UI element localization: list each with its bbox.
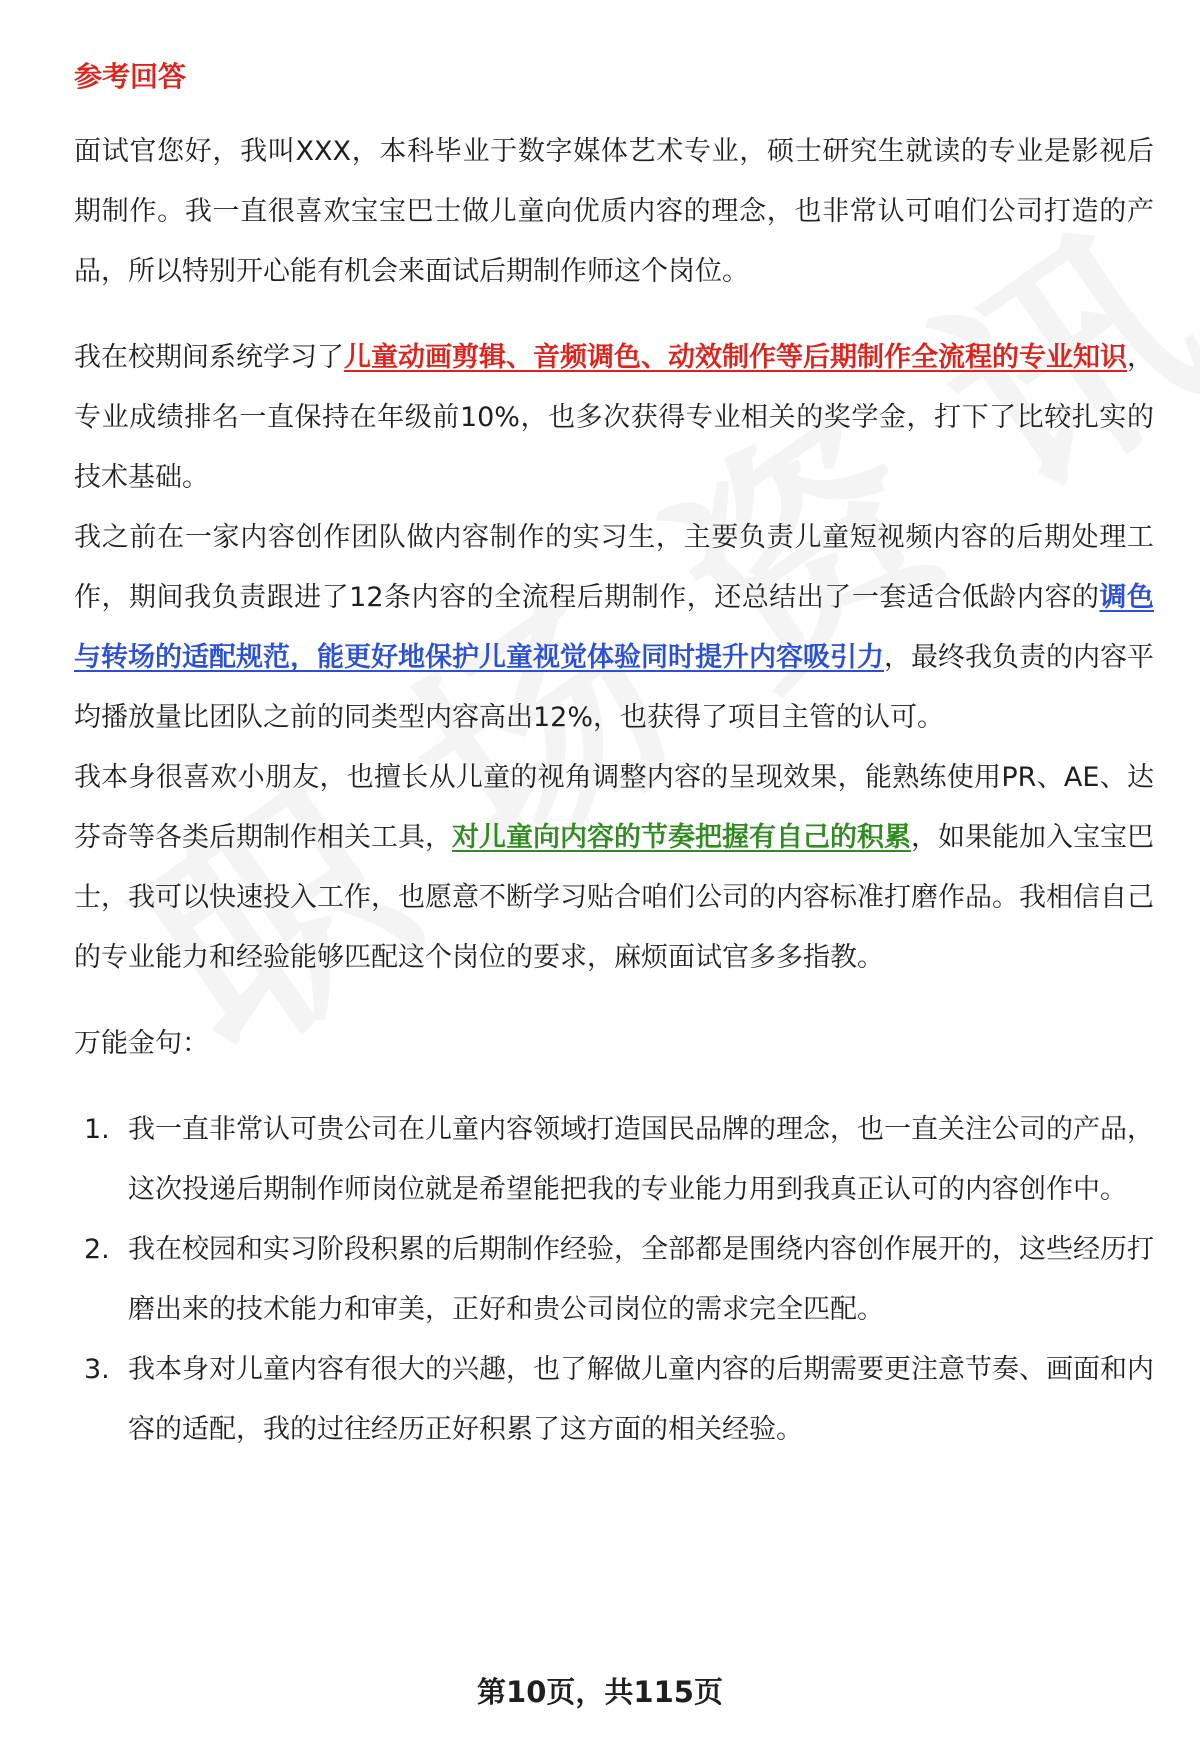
study-highlight: 儿童动画剪辑、音频调色、动效制作等后期制作全流程的专业知识 [344, 342, 1127, 373]
list-item-number: 1. [84, 1114, 110, 1145]
list-item [74, 1340, 1154, 1460]
page-footer: 第10页，共115页 [477, 1675, 723, 1709]
section-heading: 参考回答 [74, 60, 187, 93]
spacer [74, 1074, 1154, 1100]
spacer [74, 988, 1154, 1014]
skills-text-before: 我本身很喜欢小朋友，也擅长从儿童的视角调整内容的呈现效果，能熟练使用PR、AE、达芬奇等各类后期制作相关工具， [74, 762, 1154, 853]
golden-list [74, 1100, 1154, 1460]
list-item-text: 我一直非常认可贵公司在儿童内容领域打造国民品牌的理念，也一直关注公司的产品，这次投递后期制作师岗位就是希望能把我的专业能力用到我真正认可的内容创作中。 [128, 1114, 1154, 1205]
study-text-before: 我在校期间系统学习了 [74, 342, 344, 373]
internship-text-before: 我之前在一家内容创作团队做内容制作的实习生，主要负责儿童短视频内容的后期处理工作，期间我负责跟进了12条内容的全流程后期制作，还总结出了一套适合低龄内容的 [74, 522, 1154, 613]
internship-highlight: 调色与转场的适配规范，能更好地保护儿童视觉体验同时提升内容吸引力 [74, 582, 1155, 673]
skills-highlight: 对儿童向内容的节奏把握有自己的积累 [452, 822, 911, 853]
golden-title: 万能金句： [74, 1028, 209, 1059]
skills-paragraph [74, 748, 1154, 988]
spacer [74, 302, 1154, 328]
document-page [74, 52, 1154, 1460]
list-item-number: 2. [84, 1234, 110, 1265]
study-text-after: ，专业成绩排名一直保持在年级前10%，也多次获得专业相关的奖学金，打下了比较扎实的技术基础。 [74, 342, 1154, 493]
list-item-text: 我本身对儿童内容有很大的兴趣，也了解做儿童内容的后期需要更注意节奏、画面和内容的适配，我的过往经历正好积累了这方面的相关经验。 [128, 1354, 1154, 1445]
list-item-text: 我在校园和实习阶段积累的后期制作经验，全部都是围绕内容创作展开的，这些经历打磨出来的技术能力和审美，正好和贵公司岗位的需求完全匹配。 [128, 1234, 1154, 1325]
internship-text-after: ，最终我负责的内容平均播放量比团队之前的同类型内容高出12%，也获得了项目主管的认可。 [74, 642, 1154, 733]
list-item-number: 3. [84, 1354, 110, 1385]
intro-paragraph: 面试官您好，我叫XXX，本科毕业于数字媒体艺术专业，硕士研究生就读的专业是影视后期制作。我一直很喜欢宝宝巴士做儿童向优质内容的理念，也非常认可咱们公司打造的产品，所以特别开心能有机会来面试后期制作师这个岗位。 [74, 136, 1154, 287]
skills-text-after: ，如果能加入宝宝巴士，我可以快速投入工作，也愿意不断学习贴合咱们公司的内容标准打磨作品。我相信自己的专业能力和经验能够匹配这个岗位的要求，麻烦面试官多多指教。 [74, 822, 1154, 973]
list-item [74, 1100, 1154, 1220]
internship-paragraph [74, 508, 1154, 748]
list-item [74, 1220, 1154, 1340]
study-paragraph [74, 328, 1154, 508]
